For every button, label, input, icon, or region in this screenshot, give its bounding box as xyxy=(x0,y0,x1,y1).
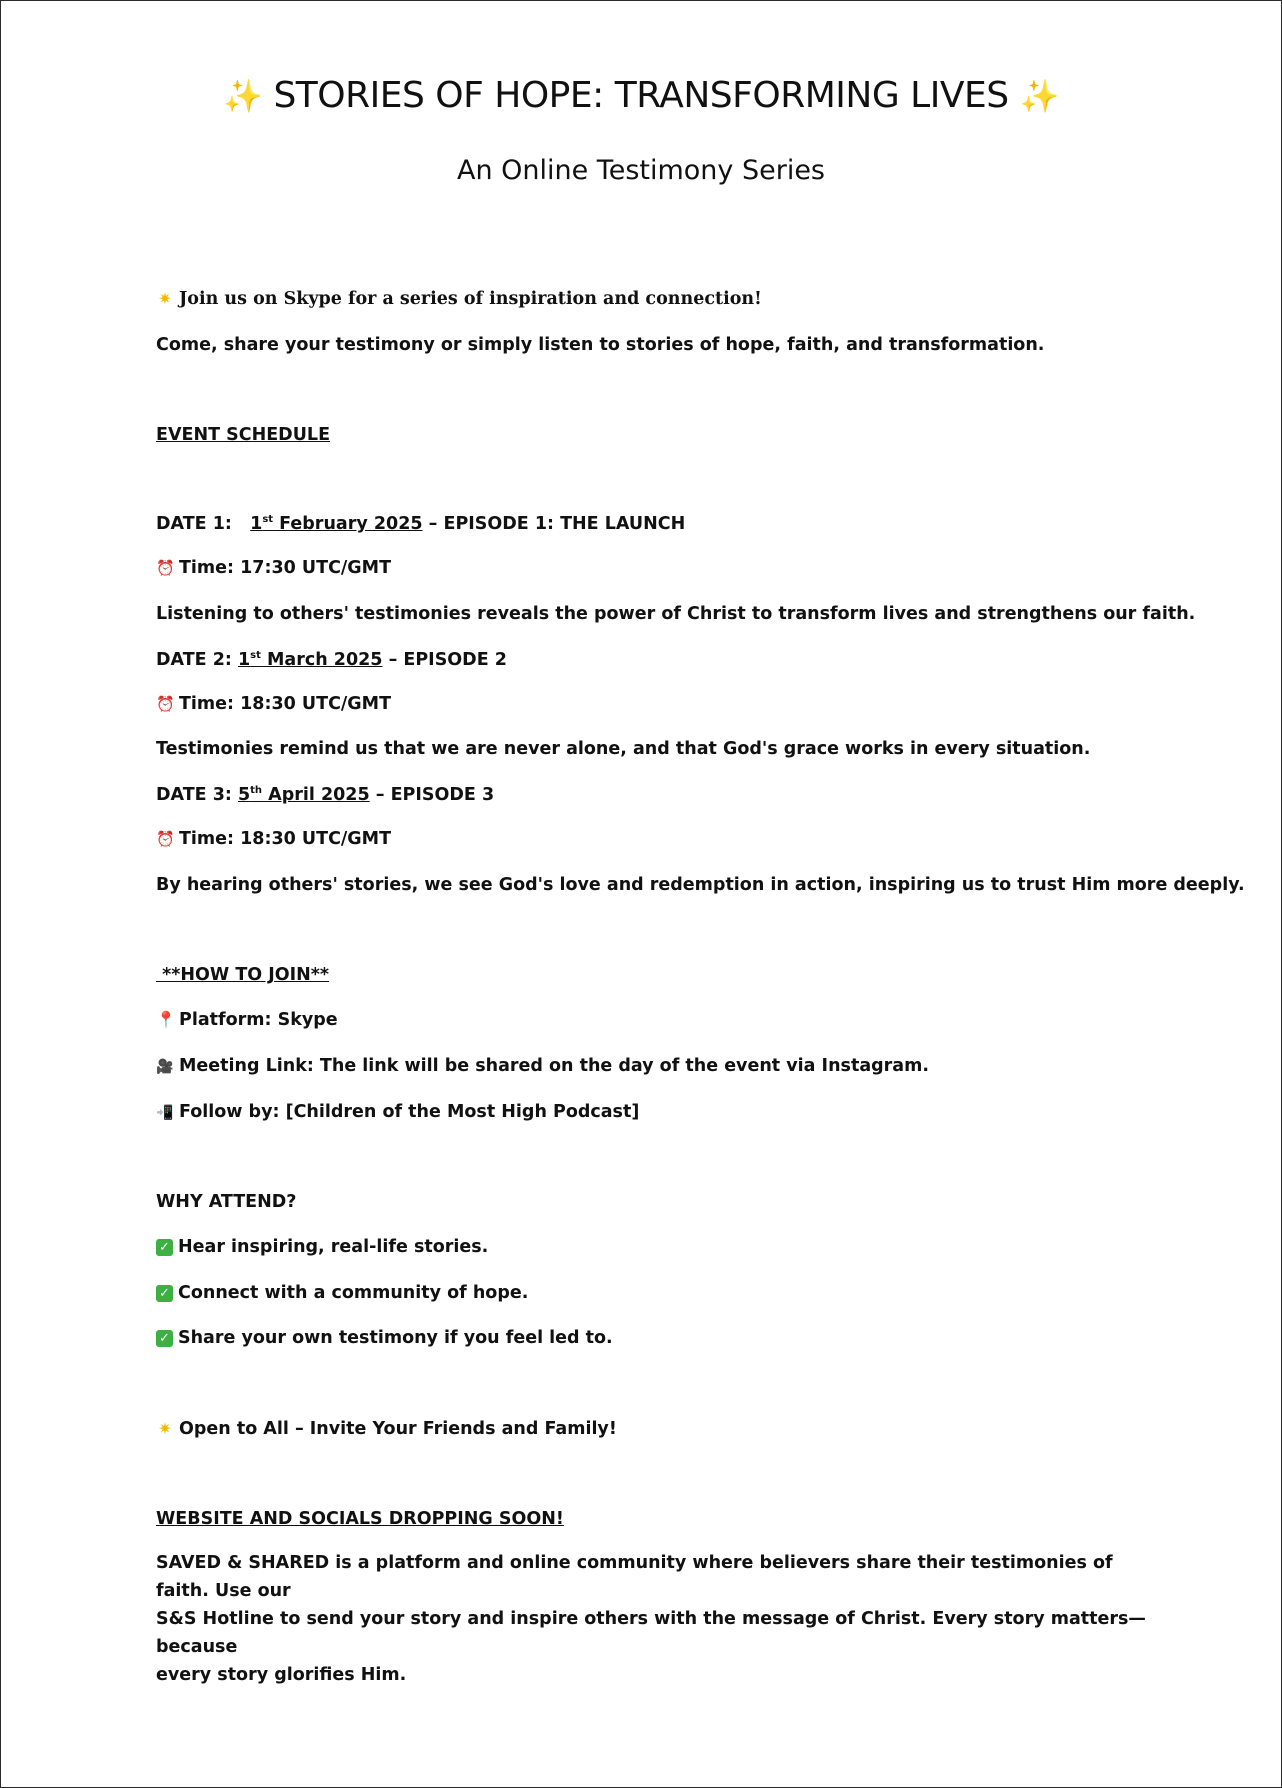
event-time: Time: 18:30 UTC/GMT xyxy=(179,694,392,714)
event-episode: EPISODE 3 xyxy=(390,785,495,805)
event-day: 1 xyxy=(237,650,251,670)
event-episode: EPISODE 2 xyxy=(403,650,507,670)
intro-line xyxy=(156,288,762,310)
how-to-join-heading xyxy=(156,964,329,986)
check-box-icon: ✓ xyxy=(156,1330,173,1347)
website-heading: WEBSITE AND SOCIALS DROPPING SOON! xyxy=(156,1509,564,1529)
check-box-icon: ✓ xyxy=(156,1239,173,1256)
page-subtitle: An Online Testimony Series xyxy=(456,155,826,186)
star-icon: ✷ xyxy=(158,289,172,308)
website-paragraph-line: S&S Hotline to send your story and inspire others with the message of Christ. Every story matters—because xyxy=(156,1609,1146,1657)
event-label: DATE 1: xyxy=(156,514,232,534)
event-date xyxy=(250,514,422,534)
alarm-clock-icon: ⏰ xyxy=(156,695,175,713)
event-description: Listening to others' testimonies reveals the power of Christ to transform lives and strengthens our faith. xyxy=(156,604,1196,624)
event-episode: EPISODE 1: THE LAUNCH xyxy=(443,514,686,534)
event-date xyxy=(238,650,383,670)
why-attend-item: Hear inspiring, real-life stories. xyxy=(178,1237,489,1257)
open-to-all-text: Open to All – Invite Your Friends and Family! xyxy=(179,1419,617,1439)
event-time-line xyxy=(156,557,391,579)
website-paragraph-line: SAVED & SHARED is a platform and online community where believers share their testimonies of faith. Use our xyxy=(156,1553,1113,1601)
event-description: Testimonies remind us that we are never alone, and that God's grace works in every situation. xyxy=(156,739,1091,759)
title-text: STORIES OF HOPE: TRANSFORMING LIVES xyxy=(273,75,1009,116)
event-dash: – xyxy=(388,650,398,670)
follow-text: Follow by: [Children of the Most High Podcast] xyxy=(179,1102,640,1122)
open-to-all-line xyxy=(156,1418,617,1440)
event-day-suffix: st xyxy=(250,650,261,661)
how-to-join-heading-text: **HOW TO JOIN** xyxy=(162,965,330,985)
website-paragraph-line: every story glorifies Him. xyxy=(156,1665,407,1685)
intro-line-2: Come, share your testimony or simply listen to stories of hope, faith, and transformation. xyxy=(156,335,1045,355)
star-icon: ✷ xyxy=(158,1419,172,1438)
meeting-link-text: Meeting Link: The link will be shared on the day of the event via Instagram. xyxy=(179,1056,929,1076)
platform-text: Platform: Skype xyxy=(179,1010,338,1030)
event-date-line xyxy=(156,649,507,671)
sparkle-icon: ✨ xyxy=(1019,77,1059,115)
event-day: 1 xyxy=(250,514,263,534)
event-date xyxy=(238,785,370,805)
event-time: Time: 17:30 UTC/GMT xyxy=(179,558,392,578)
event-dash: – xyxy=(375,785,385,805)
event-time: Time: 18:30 UTC/GMT xyxy=(179,829,392,849)
event-day: 5 xyxy=(237,785,251,805)
pin-icon: 📍 xyxy=(156,1010,176,1029)
mobile-phone-icon: 📲 xyxy=(156,1105,174,1121)
sparkle-icon: ✨ xyxy=(223,77,263,115)
event-dash: – xyxy=(428,514,438,534)
check-box-icon: ✓ xyxy=(156,1285,173,1302)
event-month-year: February 2025 xyxy=(273,514,423,534)
why-attend-item: Connect with a community of hope. xyxy=(178,1283,529,1303)
schedule-heading: EVENT SCHEDULE xyxy=(156,425,331,445)
event-date-line xyxy=(156,784,494,806)
why-attend-heading: WHY ATTEND? xyxy=(156,1192,297,1212)
event-time-line xyxy=(156,828,391,850)
event-label: DATE 3: xyxy=(156,785,232,805)
event-month-year: March 2025 xyxy=(260,650,383,670)
intro-text: Join us on Skype for a series of inspiration and connection! xyxy=(179,289,762,309)
follow-line xyxy=(156,1101,639,1123)
event-day-suffix: st xyxy=(262,514,274,525)
alarm-clock-icon: ⏰ xyxy=(156,830,175,848)
event-month-year: April 2025 xyxy=(262,785,370,805)
list-item xyxy=(156,1282,528,1304)
meeting-link-line xyxy=(156,1055,929,1077)
event-label: DATE 2: xyxy=(156,650,232,670)
platform-line xyxy=(156,1009,338,1031)
event-day-suffix: th xyxy=(250,785,263,796)
event-time-line xyxy=(156,693,391,715)
why-attend-item: Share your own testimony if you feel led to. xyxy=(178,1328,613,1348)
video-camera-icon: 🎥 xyxy=(156,1059,174,1075)
event-date-line xyxy=(156,513,685,535)
website-paragraph xyxy=(156,1549,1146,1689)
event-description: By hearing others' stories, we see God's love and redemption in action, inspiring us to trust Him more deeply. xyxy=(156,875,1245,895)
list-item xyxy=(156,1327,613,1349)
page-title xyxy=(1,75,1281,116)
alarm-clock-icon: ⏰ xyxy=(156,559,175,577)
list-item xyxy=(156,1236,488,1258)
